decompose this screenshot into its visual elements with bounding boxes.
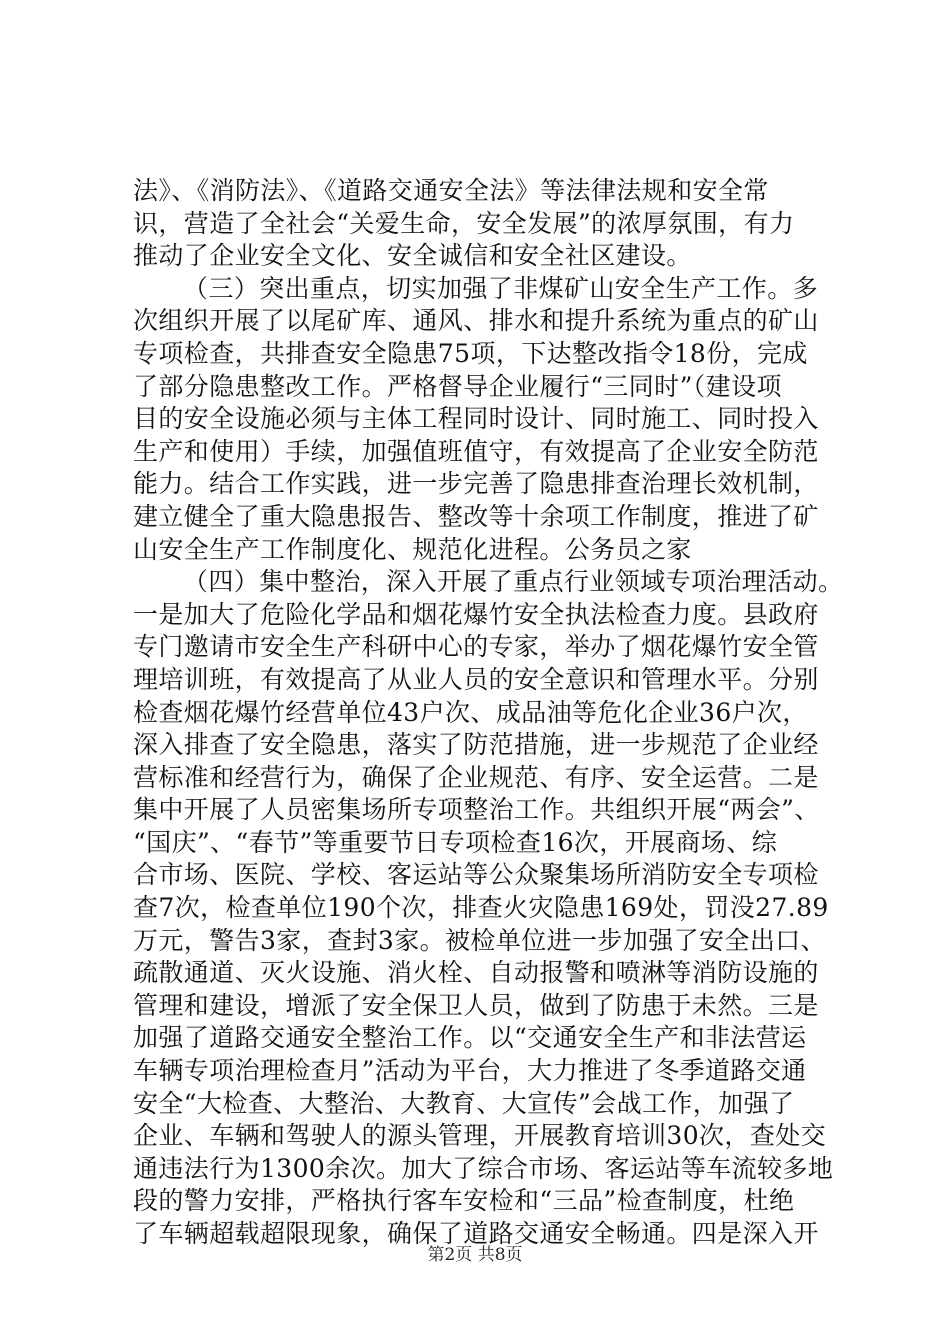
- text-line: 集中开展了人员密集场所专项整治工作。共组织开展“两会”、: [133, 795, 820, 825]
- text-line: 车辆专项治理检查月”活动为平台，大力推进了冬季道路交通: [133, 1056, 807, 1086]
- text-line: 管理和建设，增派了安全保卫人员，做到了防患于未然。三是: [133, 990, 819, 1020]
- text-line: “国庆”、“春节”等重要节日专项检查16次，开展商场、综: [133, 827, 778, 857]
- text-line: 了部分隐患整改工作。严格督导企业履行“三同时”（建设项: [133, 371, 782, 401]
- paragraph-start-line: （三）突出重点，切实加强了非煤矿山安全生产工作。多: [183, 273, 819, 303]
- text-line: 安全“大检查、大整治、大教育、大宣传”会战工作，加强了: [133, 1088, 795, 1118]
- text-line: 一是加大了危险化学品和烟花爆竹安全执法检查力度。县政府: [133, 599, 819, 629]
- text-line: 企业、车辆和驾驶人的源头管理，开展教育培训30次，查处交: [133, 1121, 827, 1151]
- text-line: 生产和使用）手续，加强值班值守，有效提高了企业安全防范: [133, 436, 819, 466]
- text-line: 理培训班，有效提高了从业人员的安全意识和管理水平。分别: [133, 664, 819, 694]
- text-line: 了车辆超载超限现象，确保了道路交通安全畅通。四是深入开: [133, 1219, 819, 1248]
- text-line: 合市场、医院、学校、客运站等公众聚集场所消防安全专项检: [133, 860, 819, 890]
- text-line: 山安全生产工作制度化、规范化进程。公务员之家: [133, 534, 692, 564]
- body-text: [133, 175, 844, 1251]
- text-line: 目的安全设施必须与主体工程同时设计、同时施工、同时投入: [133, 404, 819, 434]
- text-line: 查7次，检查单位190个次，排查火灾隐患169处，罚没27.89: [133, 893, 829, 923]
- text-line: 专门邀请市安全生产科研中心的专家，举办了烟花爆竹安全管: [133, 632, 819, 662]
- text-line: 段的警力安排，严格执行客车安检和“三品”检查制度，杜绝: [133, 1186, 795, 1216]
- text-line: 次组织开展了以尾矿库、通风、排水和提升系统为重点的矿山: [133, 306, 819, 336]
- text-line: 深入排查了安全隐患，落实了防范措施，进一步规范了企业经: [133, 730, 819, 760]
- text-line: 营标准和经营行为，确保了企业规范、有序、安全运营。二是: [133, 762, 819, 792]
- paragraph-start-line: （四）集中整治，深入开展了重点行业领域专项治理活动。: [183, 567, 844, 597]
- text-line: 通违法行为1300余次。加大了综合市场、客运站等车流较多地: [133, 1153, 834, 1183]
- text-line: 建立健全了重大隐患报告、整改等十余项工作制度，推进了矿: [133, 501, 819, 531]
- text-line: 推动了企业安全文化、安全诚信和安全社区建设。: [133, 241, 692, 271]
- text-line: 专项检查，共排查安全隐患75项，下达整改指令18份，完成: [133, 338, 808, 368]
- text-line: 法》、《消防法》、《道路交通安全法》等法律法规和安全常: [133, 176, 769, 205]
- page-number-footer: 第2页 共8页: [427, 1245, 523, 1265]
- text-line: 加强了道路交通安全整治工作。以“交通安全生产和非法营运: [133, 1023, 807, 1053]
- text-line: 疏散通道、灭火设施、消火栓、自动报警和喷淋等消防设施的: [133, 958, 819, 988]
- text-line: 万元，警告3家，查封3家。被检单位进一步加强了安全出口、: [133, 925, 827, 955]
- text-line: 检查烟花爆竹经营单位43户次、成品油等危化企业36户次，: [133, 697, 808, 727]
- text-line: 能力。结合工作实践，进一步完善了隐患排查治理长效机制，: [133, 469, 819, 499]
- text-line: 识，营造了全社会“关爱生命，安全发展”的浓厚氛围，有力: [133, 208, 795, 238]
